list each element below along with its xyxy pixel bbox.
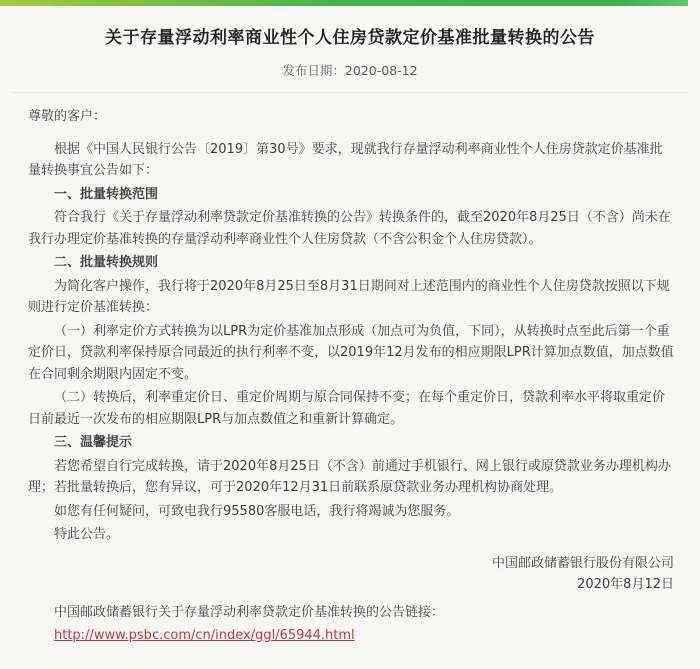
announcement-link[interactable]: http://www.psbc.com/cn/index/ggl/65944.html — [54, 628, 355, 643]
publish-date-label: 发布日期： — [282, 63, 345, 78]
signature-block — [28, 553, 674, 596]
section-3-heading: 三、温馨提示 — [54, 435, 133, 450]
footer-links — [28, 602, 674, 647]
section-3-paragraph: 特此公告。 — [54, 527, 120, 542]
footer-link-line — [28, 625, 674, 647]
section-3-paragraph: 若您希望自行完成转换，请于2020年8月25日（不含）前通过手机银行、网上银行或原贷款业务办理机构办理；若批量转换后，您有异议，可于2020年12月31日前联系原贷款业务办理机构协商处理。 — [28, 458, 671, 495]
signature-date: 2020年8月12日 — [577, 577, 674, 592]
section-1-heading: 一、批量转换范围 — [54, 186, 159, 202]
footer-link-label: 中国邮政储蓄银行关于存量浮动利率贷款定价基准转换的公告链接： — [54, 604, 445, 620]
announcement-body — [0, 93, 700, 647]
page-header — [0, 6, 700, 79]
salutation: 尊敬的客户： — [28, 109, 107, 124]
section-2-paragraph: （一）利率定价方式转换为以LPR为定价基准加点形成（加点可为负值，下同），从转换时点至此后第一个重定价日，贷款利率保持原合同最近的执行利率不变，以2019年12月发布的相应期限LPR计算加点数值，加点数值在合同剩余期限内固定不变。 — [28, 323, 674, 382]
publish-date — [0, 61, 700, 79]
publish-date-value: 2020-08-12 — [344, 63, 418, 78]
section-1-paragraph: 符合我行《关于存量浮动利率贷款定价基准转换的公告》转换条件的，截至2020年8月25日（不含）尚未在我行办理定价基准转换的存量浮动利率商业性个人住房贷款（不含公积金个人住房贷款）。 — [28, 210, 671, 247]
page-title: 关于存量浮动利率商业性个人住房贷款定价基准批量转换的公告 — [105, 28, 595, 48]
intro-paragraph: 根据《中国人民银行公告〔2019〕第30号》要求，现就我行存量浮动利率商业性个人住房贷款定价基准批量转换事宜公告如下： — [28, 141, 663, 178]
section-2-heading: 二、批量转换规则 — [54, 255, 159, 270]
section-3-paragraph: 如您有任何疑问，可致电我行95580客服电话，我行将竭诚为您服务。 — [54, 503, 460, 519]
section-2-paragraph: （二）转换后，利率重定价日、重定价周期与原合同保持不变；在每个重定价日，贷款利率水平将取重定价日前最近一次发布的相应期限LPR与加点数值之和重新计算确定。 — [28, 390, 666, 427]
signature-company: 中国邮政储蓄银行股份有限公司 — [491, 555, 674, 571]
section-2-paragraph: 为简化客户操作，我行将于2020年8月25日至8月31日期间对上述范围内的商业性个人住房贷款按照以下规则进行定价基准转换： — [28, 278, 670, 315]
